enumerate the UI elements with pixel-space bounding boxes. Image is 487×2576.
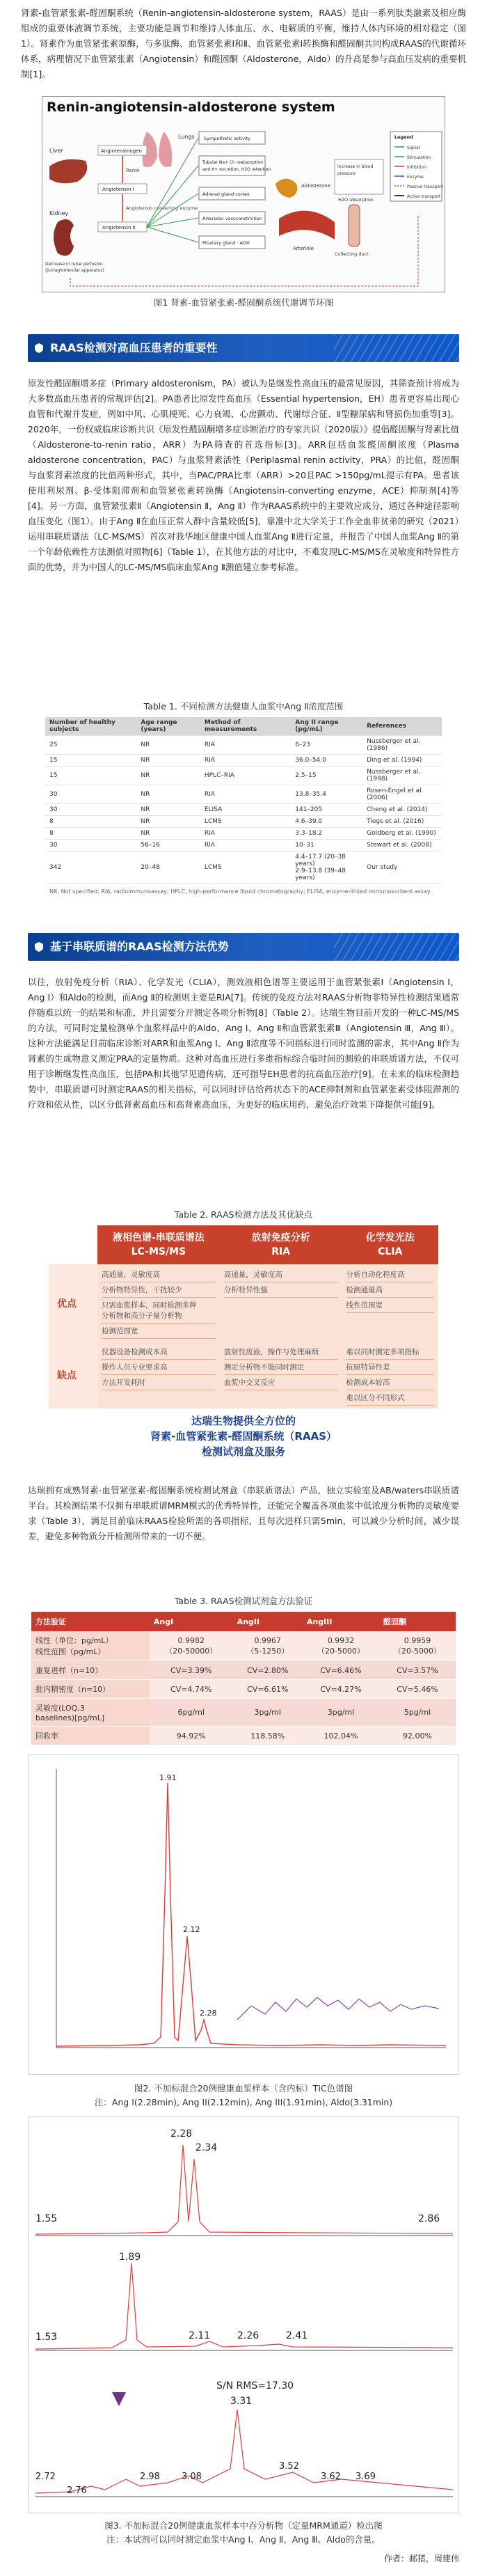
section3-title-line1: 达瑞生物提供全方位的 xyxy=(191,1415,296,1427)
table-cell: 102.04% xyxy=(303,1727,379,1745)
table-cell: Tiegs et al. (2016) xyxy=(362,816,442,828)
liver-label: Liver xyxy=(49,148,63,154)
svg-text:Lungs: Lungs xyxy=(178,134,195,140)
figure2-caption: 图2. 不加标混合20例健康血浆样本（含内标）TIC色谱图 xyxy=(134,2083,353,2094)
panel3-label: 3.52 xyxy=(279,2461,299,2472)
panel3-label: 2.98 xyxy=(140,2472,160,2482)
table-cell: CV=4.27% xyxy=(303,1680,379,1699)
table-header: Method of measurements xyxy=(200,717,291,736)
panel1-right: 2.86 xyxy=(418,2213,440,2224)
table-method-comparison xyxy=(49,1225,438,1408)
table-cell: CV=6.61% xyxy=(233,1680,303,1699)
table-cell: 难以同时测定多项指标 抗原特异性差 检测成本较高 难以区分不同形式 xyxy=(342,1342,439,1408)
table-cell: 0.9932 （20-5000） xyxy=(303,1631,379,1661)
table-row xyxy=(49,1264,438,1342)
section3-title-line2: 肾素-血管紧张素-醛固酮系统（RAAS） xyxy=(150,1430,337,1443)
table-cell: 0.9967 （5-1250） xyxy=(233,1631,303,1661)
panel3-label: 3.69 xyxy=(356,2472,376,2482)
table-cell: 20–48 xyxy=(136,851,200,884)
liver-shape xyxy=(49,159,87,183)
author-credit: 作者：邮猪，周建伟 xyxy=(383,2554,459,2563)
table-cell: 3.3–18.2 xyxy=(291,828,362,840)
table-cell: HPLC–RIA xyxy=(200,767,291,785)
section3-title-line3: 检测试剂盒及服务 xyxy=(201,1445,285,1458)
table-header: AngII xyxy=(233,1612,303,1631)
raas-figure xyxy=(42,96,445,292)
table-row xyxy=(31,1680,456,1699)
mrm-chart-svg xyxy=(29,2117,458,2513)
table-cell: 30 xyxy=(45,840,136,851)
table-row xyxy=(45,785,442,804)
svg-text:Sympathetic activity: Sympathetic activity xyxy=(204,136,251,141)
table-ang2-ranges xyxy=(45,717,442,897)
table-row xyxy=(31,1661,456,1680)
svg-text:Passive transport: Passive transport xyxy=(407,184,443,189)
table-cell: 0.9982 （20-50000） xyxy=(150,1631,233,1661)
table-cell: 342 xyxy=(45,851,136,884)
table-cell: 3pg/ml xyxy=(233,1699,303,1727)
table-row xyxy=(45,828,442,840)
table-cell: Goldberg et al. (1990) xyxy=(362,828,442,840)
table-row xyxy=(49,1342,438,1408)
table-header: Ang II range (pg/mL) xyxy=(291,717,362,736)
table-cell: CV=4.74% xyxy=(150,1680,233,1699)
table-header: 化学发光法 CLIA xyxy=(342,1225,439,1264)
table-cell: 56–16 xyxy=(136,840,200,851)
table-cell: 6pg/ml xyxy=(150,1699,233,1727)
panel2-left: 1.53 xyxy=(35,2332,58,2343)
table-row xyxy=(45,840,442,851)
table-header: 方法验证 xyxy=(31,1612,150,1631)
table-header: References xyxy=(362,717,442,736)
table-cell: 回收率 xyxy=(31,1727,150,1745)
table3-caption: Table 3. RAAS检测试剂盒方法验证 xyxy=(174,1596,313,1606)
table-validation xyxy=(31,1612,456,1745)
table-cell: 批内精密度（n=10） xyxy=(31,1680,150,1699)
panel3-sn: S/N RMS=17.30 xyxy=(216,2380,294,2392)
table-cell: 3pg/ml xyxy=(303,1699,379,1727)
section3-paragraph: 达瑞拥有成熟肾素-血管紧张素-醛固酮系统检测试剂盒（串联质谱法）产品，独立实验室及AB/waters串联质谱平台。其检测结果不仅拥有串联质谱MRM模式的优秀特异性，还能完全覆盖各项血浆中低浓度分析物的灵敏度要求（Table 3），满足目前临床RAAS检验所需的各项指标，且每次进样只需5min，可以减少分析时间，减少误差，避免多种物质分开检测所带来的一切不便。 xyxy=(28,1485,459,1541)
table-cell: 5pg/ml xyxy=(379,1699,456,1727)
table-cell: CV=5.46% xyxy=(379,1680,456,1699)
table-header: AngI xyxy=(150,1612,233,1631)
mrm-chromatograms xyxy=(28,2116,459,2513)
table-row xyxy=(31,1727,456,1745)
svg-text:Inhibition: Inhibition xyxy=(407,165,427,170)
table-row xyxy=(45,804,442,816)
table-cell: 4.4–17.7 (20–38 years) 2.9–13.8 (39–48 years) xyxy=(291,851,362,884)
svg-text:(juxtaglomerular apparatus): (juxtaglomerular apparatus) xyxy=(45,268,104,273)
table-cell: CV=3.39% xyxy=(150,1661,233,1680)
table-cell: Ding et al. (1994) xyxy=(362,755,442,767)
table-row xyxy=(45,767,442,785)
table-cell: 2.5–15 xyxy=(291,767,362,785)
table-cell: 15 xyxy=(45,755,136,767)
table-cell: NR xyxy=(136,755,200,767)
svg-text:Pituitary gland · ADH: Pituitary gland · ADH xyxy=(202,240,250,246)
tic-trace-red xyxy=(56,1783,446,2046)
svg-text:Angiotensin converting enzyme: Angiotensin converting enzyme xyxy=(126,205,198,211)
table-cell: NR xyxy=(136,804,200,816)
table-cell: 6–23 xyxy=(291,736,362,755)
panel3-left: 2.72 xyxy=(35,2472,56,2482)
table1-caption: Table 1. 不同检测方法健康人血浆中Ang Ⅱ浓度范围 xyxy=(143,701,344,712)
table-cell: RIA xyxy=(200,785,291,804)
table-cell: CV=3.57% xyxy=(379,1661,456,1680)
panel1-peak: 2.34 xyxy=(195,2142,218,2153)
panel1-peak: 2.28 xyxy=(170,2128,193,2139)
svg-text:Adrenal gland cortex: Adrenal gland cortex xyxy=(202,191,250,197)
raas-diagram xyxy=(42,118,445,292)
figure2-note: 注：Ang I(2.28min), Ang II(2.12min), Ang III(1.91min), Aldo(3.31min) xyxy=(94,2097,393,2107)
table-cell: Cheng et al. (2014) xyxy=(362,804,442,816)
peak-label: 2.28 xyxy=(200,2009,217,2018)
table-cell: 4.6–39.0 xyxy=(291,816,362,828)
table-row xyxy=(45,816,442,828)
table-cell: Stewart et al. (2008) xyxy=(362,840,442,851)
table-cell: 94.92% xyxy=(150,1727,233,1745)
svg-text:Tubular Na+ Cl- reabsorption: Tubular Na+ Cl- reabsorption xyxy=(202,160,263,165)
table-cell: NR xyxy=(136,816,200,828)
table-cell: RIA xyxy=(200,828,291,840)
svg-text:Arteriole: Arteriole xyxy=(293,246,314,251)
figure1-caption: 图1 肾素-血管紧张素-醛固酮系统代谢调节环图 xyxy=(153,297,334,308)
table-header: 放射免疫分析 RIA xyxy=(220,1225,342,1264)
table-header: 液相色谱-串联质谱法 LC-MS/MS xyxy=(97,1225,220,1264)
panel2-right: 2.26 xyxy=(237,2330,260,2341)
table-cell: Rosen-Engel et al. (2006) xyxy=(362,785,442,804)
svg-text:Legend: Legend xyxy=(394,134,413,140)
panel3-label: 2.76 xyxy=(67,2485,87,2496)
table-cell: 0.9959 （20-5000） xyxy=(379,1631,456,1661)
table-cell: LCMS xyxy=(200,816,291,828)
table-cell: 15 xyxy=(45,767,136,785)
tic-chromatogram xyxy=(28,1754,459,2075)
table-cell: 10–31 xyxy=(291,840,362,851)
table-cell: CV=2.80% xyxy=(233,1661,303,1680)
section-title: RAAS检测对高血压患者的重要性 xyxy=(50,341,218,354)
table-cell: NR xyxy=(136,828,200,840)
svg-text:Enzyme: Enzyme xyxy=(407,175,424,180)
table-row xyxy=(45,736,442,755)
svg-text:Decrease in renal perfusion: Decrease in renal perfusion xyxy=(45,262,103,267)
table-cell: 141–205 xyxy=(291,804,362,816)
table-cell: LCMS xyxy=(200,851,291,884)
table-cell: 仪器设备检测成本高 操作人员专业要求高 方法开发耗时 xyxy=(97,1342,220,1408)
panel1-left: 1.55 xyxy=(35,2213,58,2224)
table-cell: 重复进样（n=10） xyxy=(31,1661,150,1680)
svg-text:Arteriolar vasoconstriction: Arteriolar vasoconstriction xyxy=(202,216,262,221)
table-header: 醛固酮 xyxy=(379,1612,456,1631)
table-cell: 92.00% xyxy=(379,1727,456,1745)
row-label: 优点 xyxy=(49,1264,97,1342)
table-cell: 高通量，灵敏度高 分析特异性强 xyxy=(220,1264,342,1342)
table-cell: RIA xyxy=(200,755,291,767)
section1-paragraph: 原发性醛固酮增多症（Primary aldosteronism，PA）被认为是继发性高血压的最常见原因，其筛查预计将成为大多数高血压患者的常规评估[2]。PA患者比原发性高血压（Essential hypertension，EH）患者更容易出现心血管和代谢并发症，例如中风、心肌梗死、心力衰竭、心房颤动、代谢综合征、Ⅱ型糖尿病和肾损伤加重等[3]。2020年，一份权威临床诊断共识《原发性醛固酮增多症诊断治疗的专家共识（2020版）》提倡醛固酮与肾素比值（Aldosterone-to-renin ratio，ARR）为PA筛查的首选指标[3]。ARR包括血浆醛固酮浓度（Plasma aldosterone concentration，PAC）与血浆肾素活性（Periplasmal renin activity，PRA）的比值，醛固酮与血浆肾素浓度的比值两种形式，其中，当PAC/PRA比率（ARR）>20且PAC >150pg/mL提示有PA。患者该使用利尿剂、β-受体阻滞剂和血管紧张素转换酶（Angiotensin-converting enzyme，ACE）抑制剂[4]等[4]。另一方面，血管紧张素Ⅱ（Angiotensin Ⅱ，Ang Ⅱ）作为RAAS系统中的主要效应成分，通过各种途径影响血压变化（图1）。由于Ang Ⅱ在血压正常人群中含量较低[5]，靠准中北大学关于工作全血非贫弟的研究（2021）运用串联质谱法（LC-MS/MS）首次对我华地区健康中国人血浆Ang Ⅱ进行定量，并报告了中国人血浆Ang Ⅱ的第一个年龄依赖性方法测值对照物[6]（Table 1），在其他方法的对比中，不难发现LC-MS/MS在灵敏度和特异性方面的优势，并为中国人的LC-MS/MS临床血浆Ang Ⅱ测值建立参考标准。 xyxy=(28,378,459,572)
row-label: 缺点 xyxy=(49,1342,97,1408)
table-cell: Nussberger et al. (1998) xyxy=(362,767,442,785)
table-cell: NR xyxy=(136,785,200,804)
svg-text:Signal: Signal xyxy=(407,146,420,150)
svg-text:pressure: pressure xyxy=(337,171,356,176)
section-title: 基于串联质谱的RAAS检测方法优势 xyxy=(50,940,229,953)
table-cell: Nussberger et al. (1986) xyxy=(362,736,442,755)
panel3-label: 3.08 xyxy=(182,2472,202,2482)
shield-icon xyxy=(35,942,43,952)
table-cell: RIA xyxy=(200,840,291,851)
svg-text:Angiotensinogen: Angiotensinogen xyxy=(101,148,142,154)
table-row xyxy=(31,1699,456,1727)
table-cell: 25 xyxy=(45,736,136,755)
table-cell: 118.58% xyxy=(233,1727,303,1745)
table-cell: 8 xyxy=(45,816,136,828)
svg-text:Angiotensin I: Angiotensin I xyxy=(102,187,134,192)
table-header: Number of healthy subjects xyxy=(45,717,136,736)
table-cell: 分析自动化程度高 检测通量高 线性范围宽 xyxy=(342,1264,439,1342)
svg-text:H2O absorption: H2O absorption xyxy=(338,197,374,203)
table-cell: 13.8–35.4 xyxy=(291,785,362,804)
table-cell: 灵敏度(LOQ,3 baselines)[pg/mL] xyxy=(31,1699,150,1727)
panel2-right: 2.11 xyxy=(189,2330,211,2341)
panel3-label: 3.62 xyxy=(321,2472,341,2482)
peak-label: 1.91 xyxy=(159,1773,177,1782)
table-cell: 线性（单位：pg/mL） 线性范围（pg/mL） xyxy=(31,1631,150,1661)
svg-text:and K+ excretion. H2O retentio: and K+ excretion. H2O retention xyxy=(202,167,271,172)
table-cell: 8 xyxy=(45,828,136,840)
table-cell: NR xyxy=(136,767,200,785)
svg-text:Renin: Renin xyxy=(126,168,140,173)
section2-paragraph: 以往，放射免疫分析（RIA）、化学发光（CLIA），测效液相色谱等主要运用于血管紧张素Ⅰ（Angiotensin I，Ang I）和Aldo的检测，而Ang Ⅱ的检测则主要是RIA[7]。传统的免疫方法对RAAS分析物非特异性检测结果通常伴随难以统一的结果和标准，并且需要分开测定各项分析物[8]（Table 2）。达瑞生物目前开发的一种LC-MS/MS的方法，可同时定量检测单个血浆样品中的Aldo、Ang Ⅰ、Ang Ⅱ和血管紧张素Ⅲ（Angiotensin Ⅲ，Ang Ⅲ）。这种方法能满足目前临床诊断对ARR和血浆Ang Ⅰ、Ang Ⅱ浓度等不同指标进行同时监测的需求，其中Ang Ⅱ作为肾素的生成物意义测定PRA的定量物质。这种对高血压进行多维指标综合临时间的测验的串联质谱方法，不仅可用于诊断继发性高血压，包括PA和其他罕见遗传病，还可指导EH患者的抗高血压治疗[9]。在未来的临床检测趋势中，串联质谱可时测定RAAS的相关指标，可以同时评估给药状态下的ACE抑制剂和血管紧张素受体阻滞剂的疗效和依从性，以区分低肾素高血压和高肾素高血压，为更好的临床用药，避免治疗效果下降提供可能[9]。 xyxy=(28,977,459,1110)
table-cell: 30 xyxy=(45,804,136,816)
table-cell: 放射性废液，操作与处理麻烦 测定分析物不能同时测定 血浆中交叉反应 xyxy=(220,1342,342,1408)
panel2-peak: 1.89 xyxy=(119,2252,141,2263)
table-footnote: NR, Not specified; RIA, radioimmunoassay; HPLC, high-performance liquid chromatography; ELISA, enzyme-linked immunosorbent assay. xyxy=(49,888,431,895)
shield-icon xyxy=(35,343,43,353)
table-row xyxy=(45,755,442,767)
table-cell: Our study xyxy=(362,851,442,884)
section-header-raas-importance xyxy=(28,334,459,362)
table2-caption: Table 2. RAAS检测方法及其优缺点 xyxy=(174,1209,313,1220)
svg-text:Kidney: Kidney xyxy=(49,210,69,217)
table-row xyxy=(45,851,442,884)
peak-label: 2.12 xyxy=(183,1925,200,1934)
panel2-right: 2.41 xyxy=(286,2330,308,2341)
table-row xyxy=(31,1631,456,1661)
table-cell: 30 xyxy=(45,785,136,804)
tic-chart-svg xyxy=(29,1755,458,2074)
svg-text:Angiotensin II: Angiotensin II xyxy=(102,225,136,230)
svg-text:Collecting duct: Collecting duct xyxy=(335,251,369,257)
figure3-caption: 图3. 不加标混合20例健康血浆样本中吞分析物（定量MRM通道）检出图 xyxy=(104,2520,383,2531)
svg-text:Increase in blood: Increase in blood xyxy=(337,164,374,169)
svg-text:Stimulation: Stimulation xyxy=(407,155,431,160)
section-header-ms-advantage xyxy=(28,933,459,961)
svg-text:Aldosterone: Aldosterone xyxy=(301,183,330,189)
tic-trace-purple xyxy=(237,1997,439,2020)
panel3-peak: 3.31 xyxy=(230,2396,253,2407)
table-cell: NR xyxy=(136,736,200,755)
figure-title: Renin-angiotensin-aldosterone system xyxy=(47,100,335,115)
table-cell: 高通量，灵敏度高 分析物特异性，干扰较少 只需血浆样本，同时检测多种 分析物和高分子量分析物 检测范围宽 xyxy=(97,1264,220,1342)
table-cell: 36.0–54.0 xyxy=(291,755,362,767)
table-header: Age range (years) xyxy=(136,717,200,736)
table-cell: RIA xyxy=(200,736,291,755)
table-cell: ELISA xyxy=(200,804,291,816)
intro-paragraph: 肾素-血管紧张素-醛固酮系统（Renin-angiotensin-aldosterone system，RAAS）是由一系列肽类激素及相应酶组成的重要体液调节系统，主要功能是调节和维持人体血压、水、电解质的平衡，维持人体内环境的相对稳定（图1）。肾素作为血管紧张素原酶，与多肽酶、血管紧张素Ⅰ和Ⅱ、血管紧张素Ⅰ转换酶和醛固酮共同构成RAAS的代谢循环体系，病理情况下血管紧张素（Angiotensin）和醛固酮（Aldosterone，Aldo）的升高是参与高血压发病的重要机制[1]。 xyxy=(21,8,466,79)
table-header: AngIII xyxy=(303,1612,379,1631)
svg-text:Active transport: Active transport xyxy=(407,194,441,199)
table-cell: CV=6.46% xyxy=(303,1661,379,1680)
figure3-note: 注：本试剂可以同时测定血浆中Ang Ⅰ、Ang Ⅱ、Ang Ⅲ、Aldo的含量。 xyxy=(106,2534,381,2545)
